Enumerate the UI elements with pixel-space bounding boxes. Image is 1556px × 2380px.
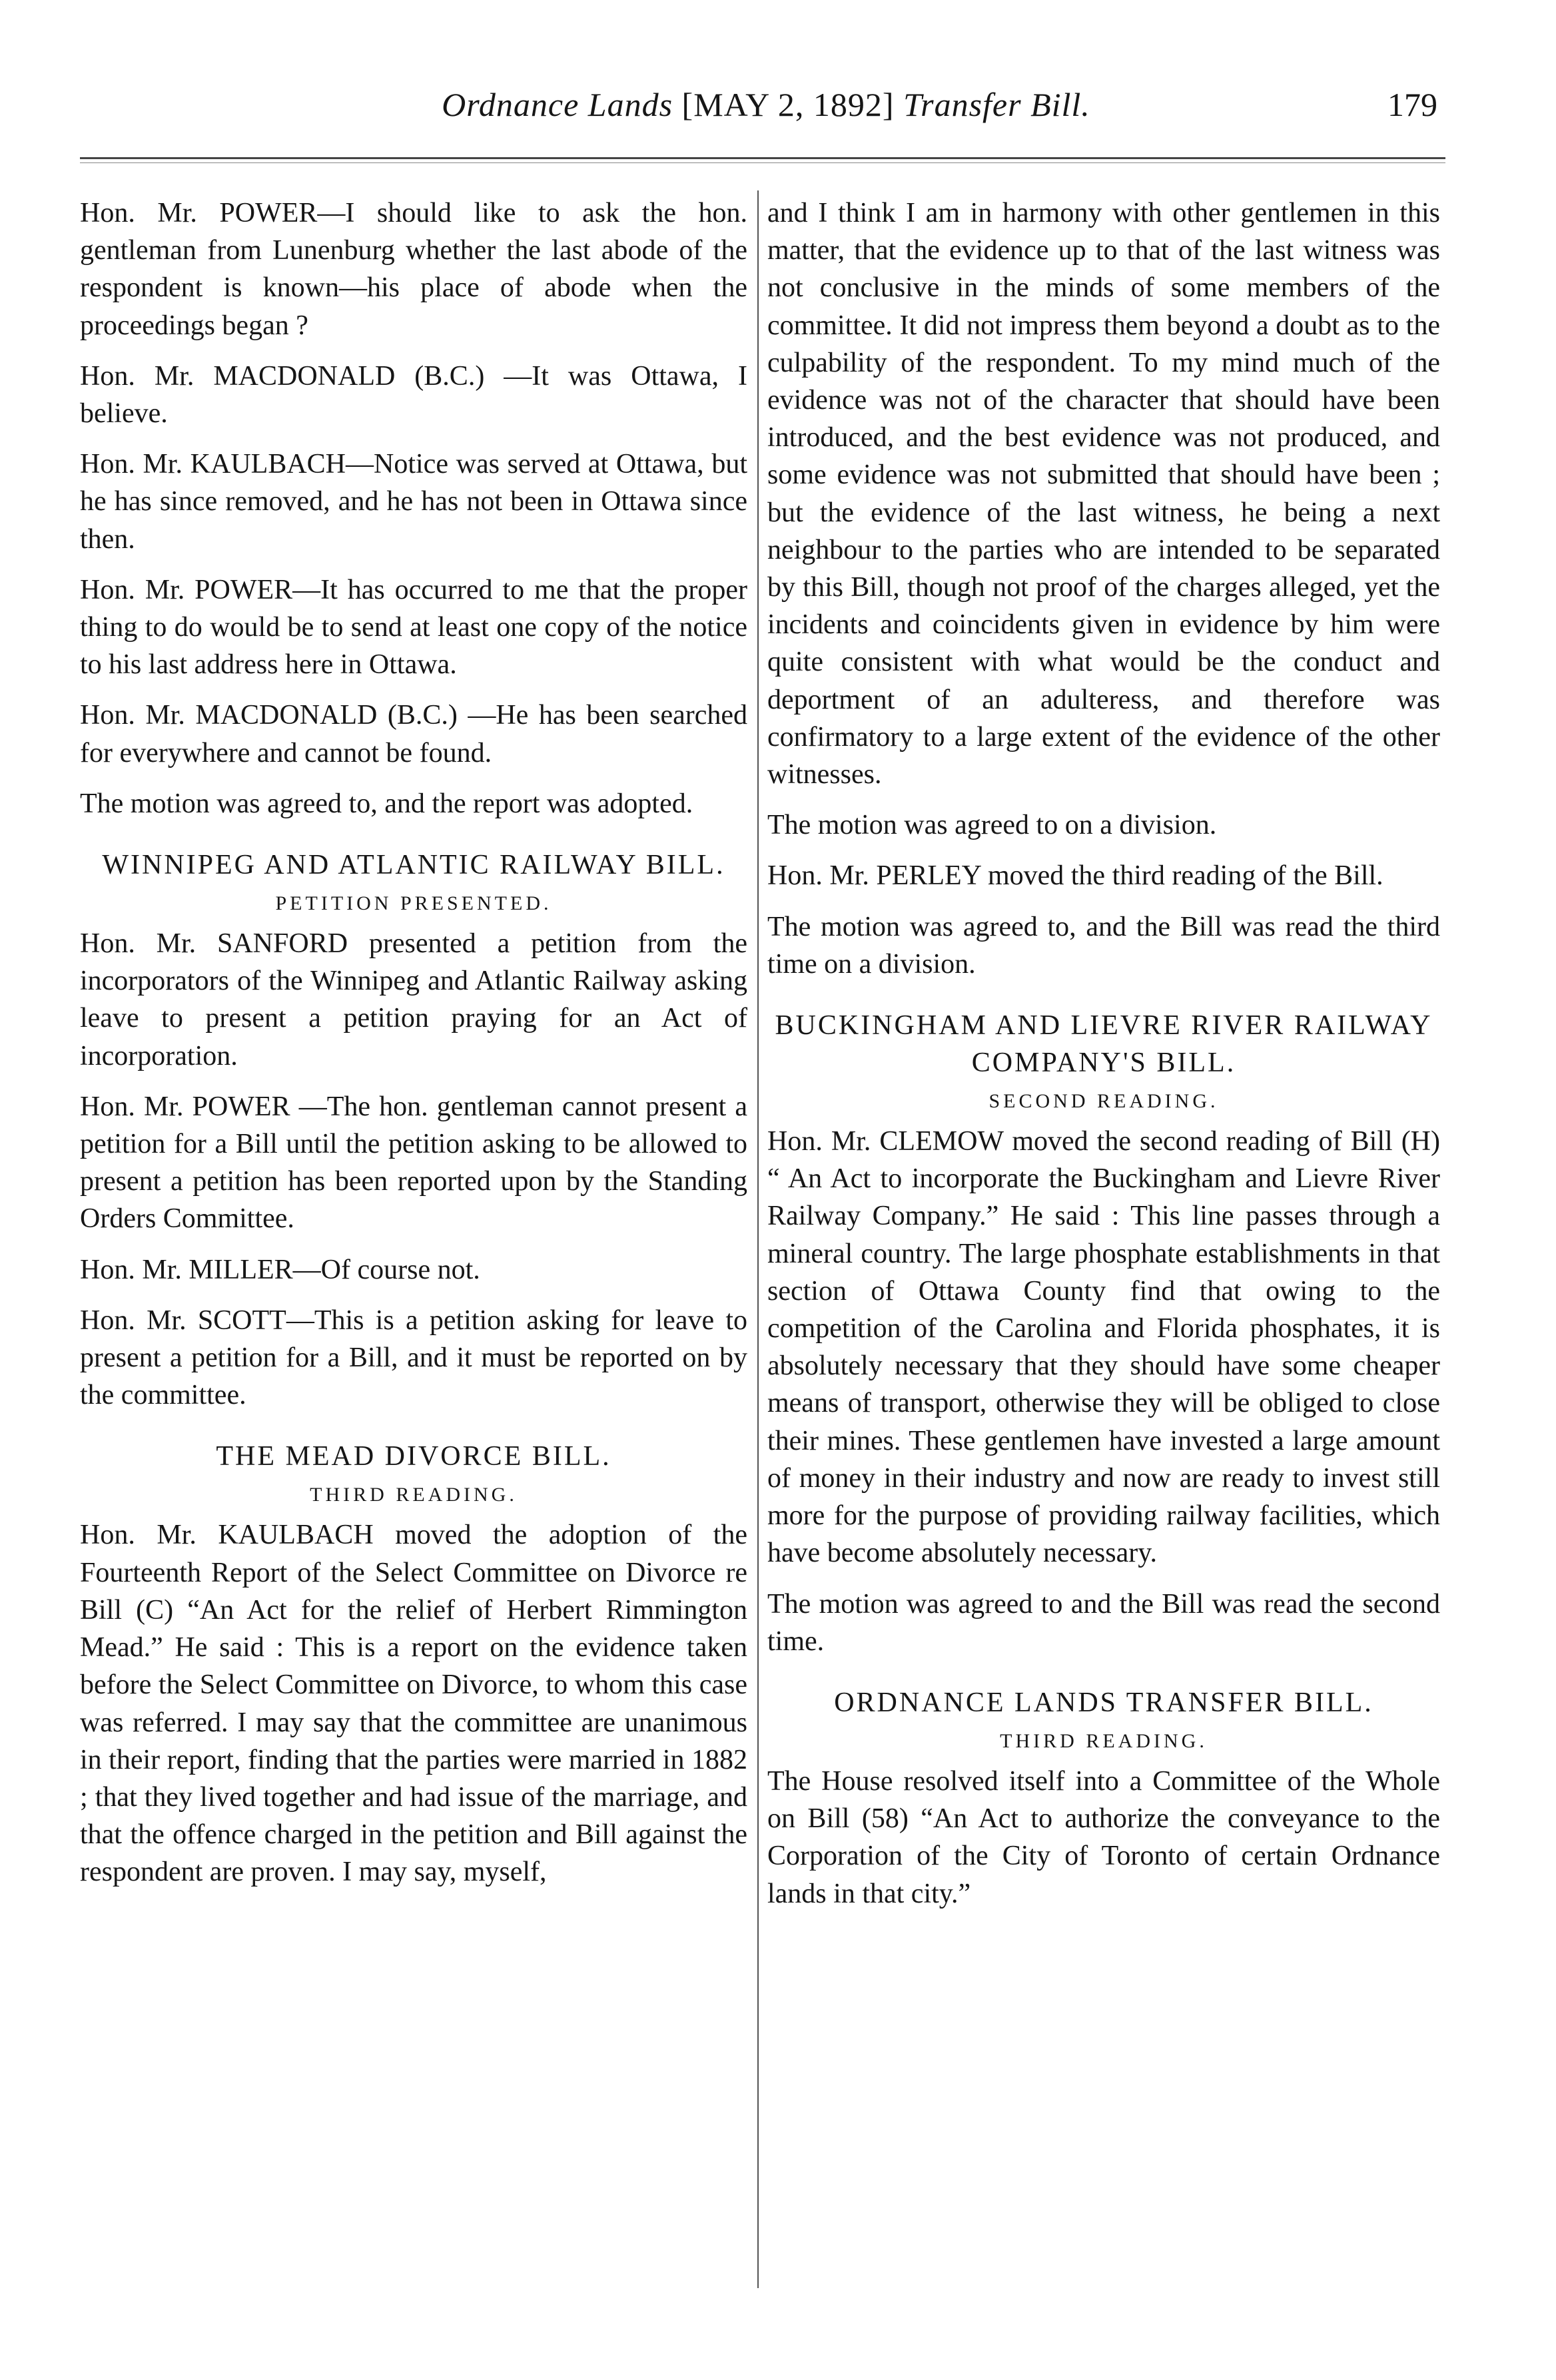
paragraph: Hon. Mr. POWER—I should like to ask the hon. gentleman from Lunenburg whether the last abode of the respondent is known—his place of abode when the proceedings began ?: [80, 198, 747, 341]
header-rule: [80, 157, 1445, 159]
paragraph: Hon. Mr. SANFORD presented a petition from the incorporators of the Winnipeg and Atlantic Railway asking leave to present a petition praying for an Act of incorporation.: [80, 928, 747, 1071]
right-column: [767, 194, 1440, 1926]
paragraph: Hon. Mr. MACDONALD (B.C.) —He has been searched for everywhere and cannot be found.: [80, 700, 747, 768]
paragraph: Hon. Mr. KAULBACH moved the adoption of the Fourteenth Report of the Select Committee on Divorce re Bill (C) “An Act for the relief of Herbert Rimmington Mead.” He said : This is a report on the evidence taken before the Select Committee on Divorce, to whom this case was referred. I may say that the committee are unanimous in their report, finding that the parties were married in 1882 ; that they lived together and had issue of the marriage, and that the offence charged in the petition and Bill against the respondent are proven. I may say, myself,: [80, 1520, 747, 1888]
section-subheading: THIRD READING.: [1000, 1729, 1208, 1752]
paragraph: Hon. Mr. POWER—It has occurred to me that the proper thing to do would be to send at least one copy of the notice to his last address here in Ottawa.: [80, 574, 747, 681]
section-subheading: PETITION PRESENTED.: [275, 892, 552, 915]
section-heading: THE MEAD DIVORCE BILL.: [216, 1441, 611, 1472]
section-subheading: THIRD READING.: [310, 1484, 518, 1506]
section-subheading: SECOND READING.: [988, 1090, 1219, 1113]
section-heading: BUCKINGHAM AND LIEVRE RIVER RAILWAY COMPANY'S BILL.: [775, 1010, 1433, 1079]
page-number: 179: [1387, 86, 1437, 123]
paragraph: Hon. Mr. PERLEY moved the third reading of the Bill.: [767, 860, 1383, 892]
paragraph: Hon. Mr. CLEMOW moved the second reading of Bill (H) “ An Act to incorporate the Buckingham and Lievre River Railway Company.” He said : This line passes through a mineral country. The large phosphate establishments in that section of Ottawa County find that owing to the competition of the Carolina and Florida phosphates, it is absolutely necessary that they should have some cheaper means of transport, otherwise they will be obliged to close their mines. These gentlemen have invested a large amount of money in their industry and now are ready to invest still more for the purpose of providing railway facilities, which have become absolutely necessary.: [767, 1126, 1440, 1569]
section-heading: WINNIPEG AND ATLANTIC RAILWAY BILL.: [102, 850, 725, 881]
paragraph: Hon. Mr. MILLER—Of course not.: [80, 1254, 480, 1285]
paragraph: The motion was agreed to, and the Bill was read the third time on a division.: [767, 911, 1440, 980]
left-column: [80, 194, 747, 1905]
section-heading: ORDNANCE LANDS TRANSFER BILL.: [834, 1687, 1373, 1718]
paragraph: Hon. Mr. MACDONALD (B.C.) —It was Ottawa, I believe.: [80, 360, 747, 430]
paragraph: Hon. Mr. POWER —The hon. gentleman cannot present a petition for a Bill until the petition asking to be allowed to present a petition has been reported upon by the Standing Orders Committee.: [80, 1091, 747, 1235]
paragraph: The motion was agreed to on a division.: [767, 810, 1217, 841]
paragraph: The motion was agreed to, and the report was adopted.: [80, 788, 693, 819]
paragraph: and I think I am in harmony with other gentlemen in this matter, that the evidence up to that of the last witness was not conclusive in the minds of some members of the committee. It did not impress them beyond a doubt as to the culpability of the respondent. To my mind much of the evidence was not of the character that should have been introduced, and the best evidence was not produced, and some evidence was not submitted that should have been ; but the evidence of the last witness, he being a next neighbour to the parties who are intended to be separated by this Bill, though not proof of the charges alleged, yet the incidents and coincidents given in evidence by him were quite consistent with what would be the conduct and deportment of an adulteress, and therefore was confirmatory to a large extent of the evidence of the other witnesses.: [767, 198, 1440, 790]
paragraph: The motion was agreed to and the Bill was read the second time.: [767, 1588, 1440, 1657]
running-head-right: Transfer Bill.: [903, 86, 1090, 123]
running-head-date: [MAY 2, 1892]: [681, 86, 895, 123]
paragraph: Hon. Mr. KAULBACH—Notice was served at Ottawa, but he has since removed, and he has not been in Ottawa since then.: [80, 449, 747, 555]
paragraph: The House resolved itself into a Committee of the Whole on Bill (58) “An Act to authorize the conveyance to the Corporation of the City of Toronto of certain Ordnance lands in that city.”: [767, 1765, 1440, 1909]
running-head: [360, 85, 1172, 124]
header-rule-thin: [80, 162, 1445, 163]
paragraph: Hon. Mr. SCOTT—This is a petition asking for leave to present a petition for a Bill, and it must be reported on by the committee.: [80, 1305, 747, 1411]
column-divider: [757, 190, 759, 2288]
running-head-left: Ordnance Lands: [442, 86, 673, 123]
